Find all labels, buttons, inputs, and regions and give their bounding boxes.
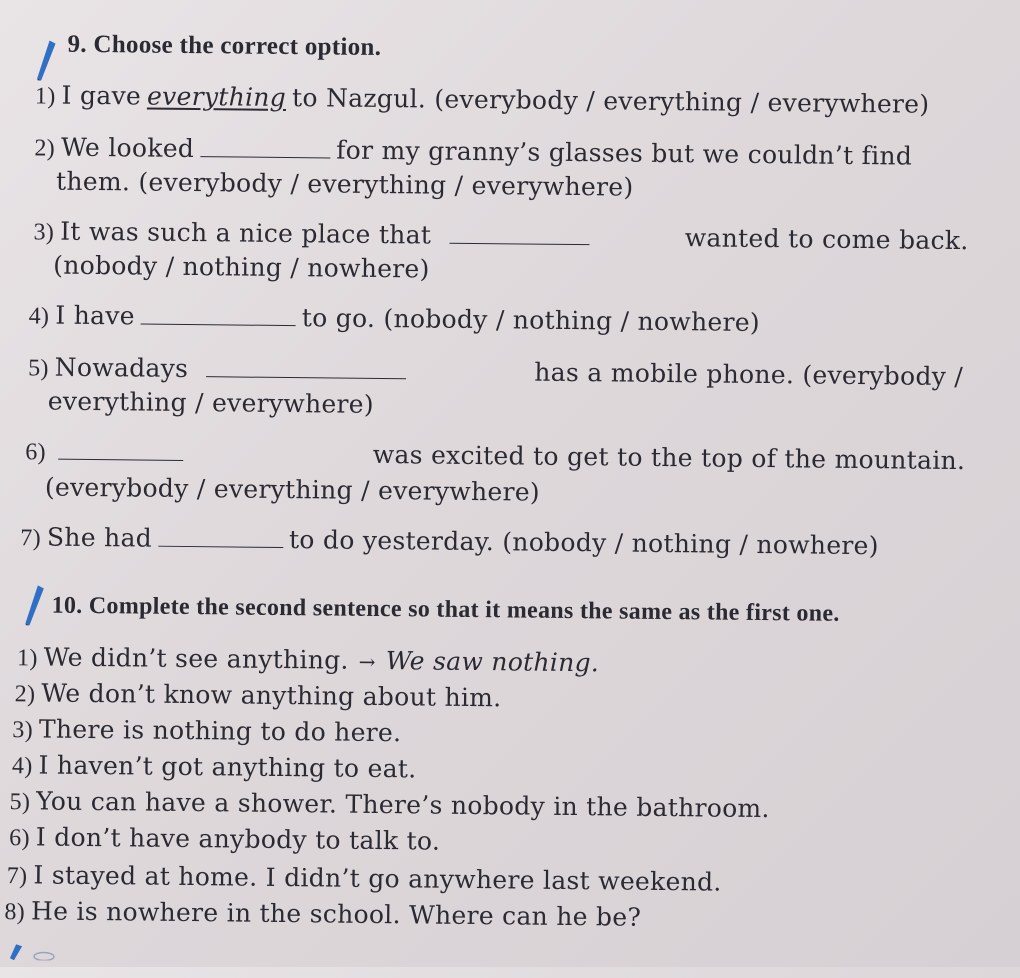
item-text-after: to go. (nobody / nothing / nowhere) [301,303,761,337]
item-text-before: Nowadays [54,352,189,383]
item-text-after: to Nazgul. (everybody / everything / everywhere) [291,83,930,119]
ex10-item-1 [17,642,599,678]
item-text-before: She had [46,522,153,553]
ex9-item-7 [20,522,879,561]
exercise-9-title: 9. Choose the correct option. [67,30,382,61]
item-text-before: We looked [60,132,195,164]
pencil-icon [10,940,60,961]
ex10-item-7 [7,860,722,897]
item-number: 2) [34,135,56,162]
item-number: 6) [9,825,30,852]
ex10-item-8 [4,896,641,933]
item-text-after: for my granny’s glasses but we couldn’t find [336,135,913,171]
answer-blank[interactable] [449,242,589,245]
item-text-before: I have [55,300,135,331]
item-number: 1) [34,83,56,110]
item-text-after: to do yesterday. (nobody / nothing / nowhere) [288,525,879,561]
ex9-item-6 [25,436,965,476]
ex10-item-4 [12,750,417,784]
pencil-icon [23,585,43,625]
item-number: 3) [33,219,55,246]
ex10-item-6 [9,822,440,857]
answer-blank[interactable] [158,545,283,548]
item-text-before: I gave [61,80,142,111]
item-number: 6) [25,439,46,466]
item-text-before: It was such a nice place that [60,216,432,250]
arrow-icon: → [358,649,376,674]
item-number: 5) [28,355,49,382]
item-text: I stayed at home. I didn’t go anywhere last weekend. [33,860,722,897]
item-number: 7) [6,863,28,890]
item-number: 7) [20,525,42,552]
item-text: He is nowhere in the school. Where can he be? [30,896,642,932]
ex9-item-3 [33,216,968,256]
item-number: 1) [16,645,38,672]
ex10-item-3 [12,714,401,748]
item-number: 4) [11,753,33,780]
ex9-item-5-cont: everything / everywhere) [47,386,375,419]
ex9-item-2-cont: them. (everybody / everything / everywhere) [55,166,634,202]
exercise-10-title: 10. Complete the second sentence so that it means the same as the first one. [51,592,840,627]
ex9-item-4 [29,300,761,338]
answer-filled: everything [146,81,287,113]
answer-blank[interactable] [206,375,406,379]
pencil-icon [35,40,55,80]
ex10-item-5 [9,786,769,824]
item-text: I don’t have anybody to talk to. [35,822,441,856]
item-text-after: wanted to come back. [684,223,969,256]
item-number: 3) [12,717,34,744]
ex9-item-2 [34,132,912,171]
item-text: We didn’t see anything. [43,642,349,675]
ex10-item-2 [15,678,502,713]
ex9-item-5 [28,352,963,392]
item-number: 4) [28,303,50,330]
item-text: I haven’t got anything to eat. [38,750,417,784]
answer-blank[interactable] [200,155,330,158]
item-text: There is nothing to do here. [38,714,402,748]
item-text: We don’t know anything about him. [41,678,502,713]
ex9-item-3-cont: (nobody / nothing / nowhere) [53,250,430,284]
ex9-item-1 [35,80,930,119]
answer-blank[interactable] [58,458,183,461]
item-number: 5) [9,789,31,816]
item-number: 8) [4,899,26,926]
example-answer: We saw nothing. [385,646,600,678]
item-text-after: has a mobile phone. (everybody / [534,357,964,392]
ex9-item-6-cont: (everybody / everything / everywhere) [44,472,541,507]
item-text: You can have a shower. There’s nobody in the bathroom. [36,786,770,824]
item-text-after: was excited to get to the top of the mountain. [372,439,966,476]
answer-blank[interactable] [141,322,296,326]
item-number: 2) [14,681,36,708]
